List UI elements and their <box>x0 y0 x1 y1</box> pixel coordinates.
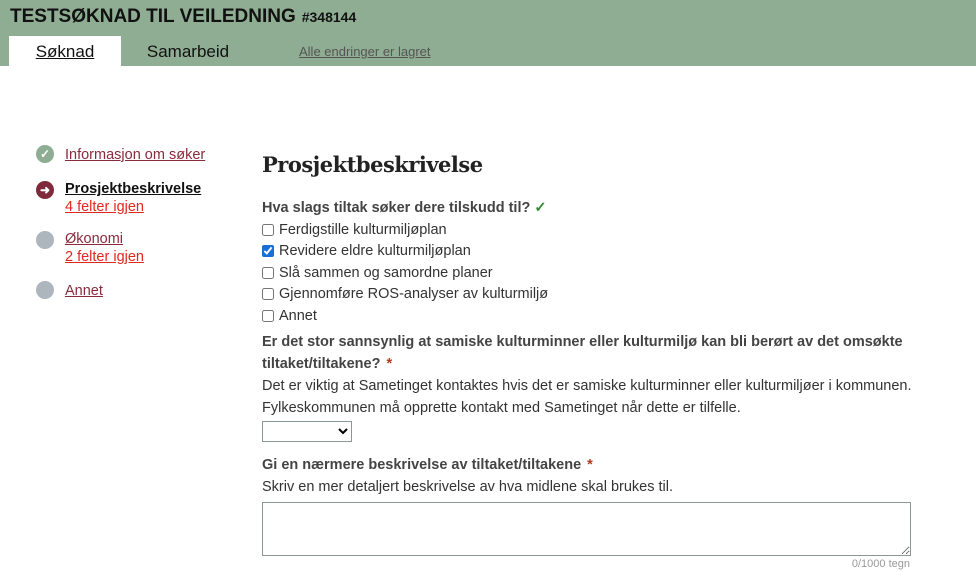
checkbox-label: Slå sammen og samordne planer <box>279 264 493 281</box>
checkbox-label: Revidere eldre kulturmiljøplan <box>279 243 471 260</box>
nav-link[interactable]: Annet <box>65 283 103 299</box>
remaining-fields[interactable]: 4 felter igjen <box>65 199 144 215</box>
nav-item-prosjektbeskrivelse[interactable] <box>36 180 236 216</box>
form-main <box>262 152 912 570</box>
pending-circle-icon <box>36 231 54 249</box>
nav-item-okonomi[interactable] <box>36 230 236 266</box>
tab-label: Søknad <box>35 42 95 61</box>
nav-item-annet[interactable] <box>36 280 236 302</box>
check-icon: ✓ <box>534 200 547 216</box>
required-icon: * <box>587 456 593 473</box>
checkbox-label: Gjennomføre ROS-analyser av kulturmiljø <box>279 286 549 303</box>
checkbox[interactable] <box>262 245 274 257</box>
checkbox-option[interactable] <box>262 284 912 306</box>
arrow-right-icon: ➜ <box>36 181 54 199</box>
application-title <box>10 6 356 28</box>
application-number: #348144 <box>301 9 357 25</box>
checkbox-group <box>262 219 912 327</box>
checkbox[interactable] <box>262 310 274 322</box>
character-counter: 0/1000 tegn <box>851 557 910 570</box>
question-label: Hva slags tiltak søker dere tilskudd til? <box>262 200 531 216</box>
tab-samarbeid[interactable]: Samarbeid <box>146 42 230 61</box>
help-text: Det er viktig at Sametinget kontaktes hvis det er samiske kulturminner eller kulturmiljøer i kommunen. Fylkeskommunen må opprette kontakt med Sametinget når dette er tilfelle. <box>262 377 912 416</box>
header <box>0 0 976 66</box>
checkbox[interactable] <box>262 267 274 279</box>
checkbox-option[interactable] <box>262 241 912 263</box>
beskrivelse-textarea[interactable] <box>262 502 911 556</box>
check-icon: ✓ <box>36 145 54 163</box>
question-label: Er det stor sannsynlig at samiske kulturminner eller kulturmiljø kan bli berørt av det omsøkte tiltaket/tiltakene? <box>262 333 903 372</box>
checkbox-label: Ferdigstille kulturmiljøplan <box>279 221 447 238</box>
tab-soknad[interactable] <box>9 36 121 66</box>
title-text: TESTSØKNAD TIL VEILEDNING <box>10 6 296 27</box>
nav-link[interactable]: Økonomi <box>65 231 124 247</box>
checkbox-option[interactable] <box>262 262 912 284</box>
saved-status-link[interactable]: Alle endringer er lagret <box>299 44 431 59</box>
checkbox[interactable] <box>262 224 274 236</box>
checkbox-option[interactable] <box>262 219 912 241</box>
nav-link[interactable]: Prosjektbeskrivelse <box>65 181 202 197</box>
nav-link[interactable]: Informasjon om søker <box>65 147 206 163</box>
samiske-select[interactable] <box>262 421 352 442</box>
question-samiske <box>262 331 912 375</box>
question-beskrivelse <box>262 454 912 476</box>
checkbox[interactable] <box>262 288 274 300</box>
required-icon: * <box>386 355 393 372</box>
step-navigation <box>36 144 236 316</box>
nav-item-informasjon[interactable] <box>36 144 236 166</box>
question-label: Gi en nærmere beskrivelse av tiltaket/tiltakene <box>262 456 582 473</box>
question-tiltak <box>262 197 912 219</box>
checkbox-option[interactable] <box>262 305 912 327</box>
page-title: Prosjektbeskrivelse <box>262 152 483 177</box>
pending-circle-icon <box>36 281 54 299</box>
checkbox-label: Annet <box>279 307 317 324</box>
help-text: Skriv en mer detaljert beskrivelse av hva midlene skal brukes til. <box>262 478 673 495</box>
remaining-fields[interactable]: 2 felter igjen <box>65 249 144 265</box>
